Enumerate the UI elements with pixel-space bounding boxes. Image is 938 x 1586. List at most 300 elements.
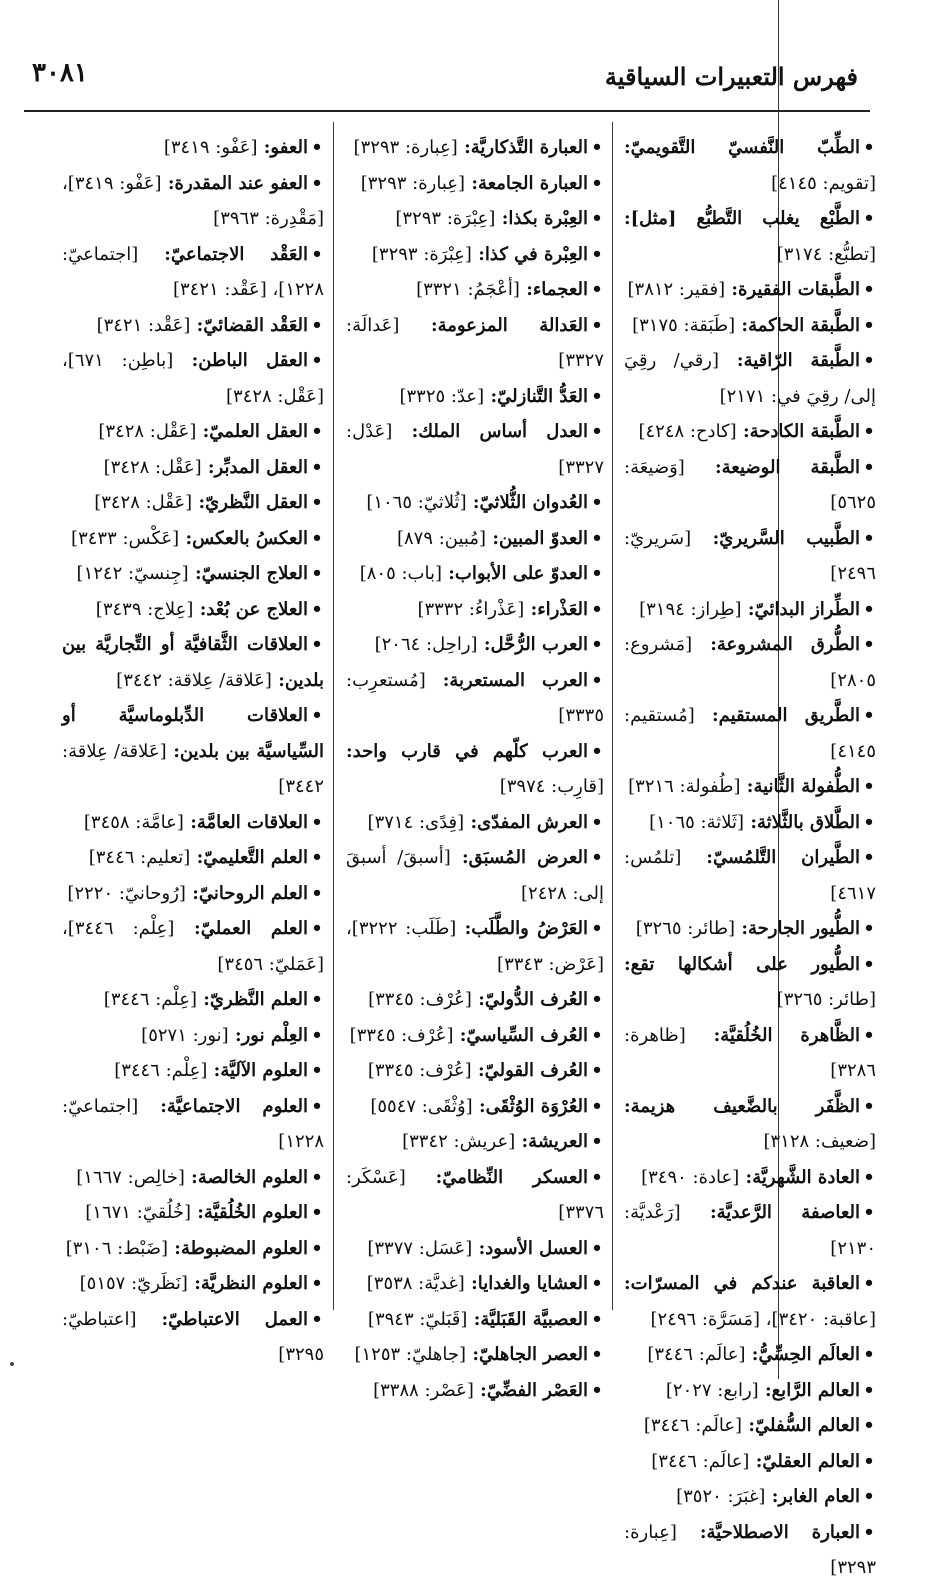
bullet-icon: •: [591, 1344, 603, 1365]
bullet-icon: •: [863, 1344, 875, 1365]
bullet-icon: •: [863, 1095, 875, 1117]
index-entry: [62, 876, 324, 912]
entry-reference: [عِبارة: ٣٢٩٣]: [353, 137, 458, 158]
entry-term: العلاقات العامَّة:: [190, 811, 308, 833]
index-entry: [346, 1266, 604, 1302]
bullet-icon: •: [311, 1095, 323, 1117]
index-entry: [346, 414, 604, 485]
entry-reference: [عِبْرَة: ٣٢٩٣]: [371, 243, 472, 265]
entry-term: العُرف القوليّ:: [477, 1060, 588, 1081]
index-entry: [624, 450, 876, 521]
index-entry: [346, 1089, 604, 1125]
entry-term: العام الغابر:: [771, 1486, 860, 1507]
entry-term: العلوم الخُلُقيَّة:: [197, 1202, 308, 1223]
bullet-icon: •: [311, 350, 323, 371]
index-entry: [624, 627, 876, 698]
entry-reference: [عَقْل: ٣٤٢٨]: [94, 492, 193, 513]
bullet-icon: •: [311, 172, 323, 194]
entry-term: العلوم المضبوطة:: [174, 1237, 308, 1259]
entry-reference: [عَقْل: ٣٤٢٨]: [98, 421, 197, 442]
entry-term: العشايا والغدايا:: [471, 1273, 588, 1294]
index-entry: [346, 1053, 604, 1089]
entry-reference: [عِلْم: ٣٤٤٦]: [114, 1060, 208, 1081]
index-entry: [624, 805, 876, 841]
entry-term: العبارة الجامعة:: [471, 172, 588, 194]
bullet-icon: •: [863, 598, 875, 620]
entry-reference: [جاهليّ: ١٢٥٣]: [354, 1344, 467, 1365]
entry-term: العقل الباطن:: [191, 350, 308, 371]
entry-term: العُرْوَة الوُثْقَى:: [478, 1095, 588, 1117]
bullet-icon: •: [863, 776, 875, 797]
entry-reference: [تعليم: ٣٤٤٦]: [88, 847, 191, 868]
index-entry: [346, 1160, 604, 1231]
entry-term: الطَّبيب السَّريريّ:: [712, 527, 860, 549]
entry-term: العجماء:: [526, 279, 588, 300]
entry-term: العَدُّ التَّنازليّ:: [490, 385, 588, 407]
entry-term: الطَّبقات الفقيرة:: [731, 279, 860, 300]
entry-reference: [عَكْس: ٣٤٣٣]: [71, 527, 180, 549]
entry-reference: [ضَبْط: ٣١٠٦]: [65, 1237, 169, 1259]
entry-term: العرش المفدّى:: [470, 811, 588, 833]
index-entry: [624, 1515, 876, 1586]
index-entry: [62, 1089, 324, 1160]
bullet-icon: •: [311, 811, 323, 833]
entry-term: العلوم الاجتماعيَّة:: [160, 1095, 308, 1117]
entry-term: العكسُ بالعكس:: [185, 527, 308, 549]
index-entry: [624, 201, 876, 272]
index-entry: [62, 166, 324, 237]
entry-reference: [عِلْم: ٣٤٤٦]: [103, 989, 197, 1010]
entry-reference: [عالَم: ٣٤٤٦]: [643, 1415, 743, 1436]
entry-reference: [تطبُّع: ٣١٧٤]: [776, 243, 876, 265]
bullet-icon: •: [863, 634, 875, 655]
entry-term: العالم العقليّ:: [755, 1450, 860, 1472]
bullet-icon: •: [863, 527, 875, 549]
index-entry: [62, 1195, 324, 1231]
bullet-icon: •: [591, 1379, 603, 1401]
bullet-icon: •: [311, 243, 323, 265]
index-entry: [346, 627, 604, 663]
bullet-icon: •: [591, 1273, 603, 1294]
entry-reference: [باب: ٨٠٥]: [359, 563, 442, 584]
bullet-icon: •: [311, 989, 323, 1010]
entry-term: العِبْرة في كذا:: [478, 243, 588, 265]
index-entry: [62, 1160, 324, 1196]
entry-term: العاصفة الرَّعديَّة:: [710, 1202, 860, 1223]
index-column-left: [62, 130, 324, 1373]
bullet-icon: •: [311, 1273, 323, 1294]
entry-reference: [وُثْقَى: ٥٥٤٧]: [370, 1095, 473, 1117]
index-entry: [346, 1302, 604, 1338]
header-rule: [24, 110, 870, 112]
entry-term: العرض المُسبَق:: [461, 847, 588, 868]
entry-term: الطِّراز البدائيّ:: [747, 598, 860, 620]
index-entry: [624, 1266, 876, 1337]
index-entry: [624, 1373, 876, 1409]
bullet-icon: •: [591, 669, 603, 691]
index-entry: [346, 1337, 604, 1373]
index-entry: [62, 343, 324, 414]
index-entry: [62, 237, 324, 308]
entry-reference: [عَقْد: ٣٤٢١]: [96, 314, 191, 336]
entry-reference: [طائر: ٣٢٦٥]: [776, 989, 876, 1010]
index-entry: [624, 1089, 876, 1160]
entry-reference: [عُرْف: ٣٣٤٥]: [368, 989, 472, 1010]
bullet-icon: •: [863, 137, 875, 158]
entry-reference: [مُستعرِب: ٣٣٣٥]: [346, 669, 604, 726]
bullet-icon: •: [311, 598, 323, 620]
bullet-icon: •: [311, 918, 323, 939]
index-entry: [62, 840, 324, 876]
index-entry: [62, 521, 324, 557]
bullet-icon: •: [591, 634, 603, 655]
entry-term: العرب المستعربة:: [442, 669, 588, 691]
bullet-icon: •: [311, 882, 323, 904]
bullet-icon: •: [863, 279, 875, 300]
index-entry: [62, 698, 324, 805]
index-entry: [624, 698, 876, 769]
index-entry: [346, 308, 604, 379]
bullet-icon: •: [863, 1379, 875, 1401]
bullet-icon: •: [591, 1024, 603, 1046]
entry-reference: [عادة: ٣٤٩٠]: [641, 1166, 740, 1188]
entry-reference: [عدّ: ٣٣٢٥]: [399, 385, 485, 407]
entry-reference: [عالَم: ٣٤٤٦]: [647, 1344, 746, 1365]
bullet-icon: •: [591, 989, 603, 1010]
index-entry: [346, 272, 604, 308]
bullet-icon: •: [591, 918, 603, 939]
entry-reference: [فِدًى: ٣٧١٤]: [367, 811, 465, 833]
entry-reference: [طَلَب: ٣٢٢٢]، [عَرْض: ٣٣٤٣]: [346, 918, 604, 975]
entry-term: العفو عند المقدرة:: [167, 172, 308, 194]
entry-reference: [رقي/ رقِيَ إلى/ رقِيَ في: ٢١٧١]: [624, 350, 876, 407]
entry-reference: [عَلاقة/ عِلاقة: ٣٤٤٢]: [116, 669, 272, 691]
bullet-icon: •: [591, 1308, 603, 1330]
bullet-icon: •: [591, 1237, 603, 1259]
index-entry: [624, 130, 876, 201]
index-entry: [346, 840, 604, 911]
entry-reference: [عامَّة: ٣٤٥٨]: [83, 811, 184, 833]
index-entry: [346, 911, 604, 982]
index-entry: [346, 1018, 604, 1054]
entry-reference: [طَبَقة: ٣١٧٥]: [632, 314, 736, 336]
bullet-icon: •: [311, 314, 323, 336]
index-entry: [62, 1231, 324, 1267]
index-entry: [346, 379, 604, 415]
entry-term: العلم العمليّ:: [194, 918, 308, 939]
index-entry: [624, 592, 876, 628]
entry-term: العمل الاعتباطيّ:: [161, 1308, 308, 1330]
entry-reference: [نَظَريّ: ٥١٥٧]: [79, 1273, 188, 1294]
index-entry: [624, 1018, 876, 1089]
entry-term: العقل النَّظريّ:: [198, 492, 308, 513]
bullet-icon: •: [591, 527, 603, 549]
entry-reference: [ثُلاثيّ: ١٠٦٥]: [366, 492, 467, 513]
entry-reference: [عَقْل: ٣٤٢٨]: [103, 456, 202, 478]
index-entry: [624, 1479, 876, 1515]
index-entry: [62, 592, 324, 628]
bullet-icon: •: [311, 1237, 323, 1259]
entry-term: الطَّلاق بالثَّلاثة:: [750, 811, 860, 833]
entry-reference: [عَدالَة: ٣٣٢٧]: [346, 314, 604, 371]
index-entry: [346, 237, 604, 273]
entry-reference: [فقير: ٣٨١٢]: [627, 279, 726, 300]
entry-reference: [خُلُقيّ: ١٦٧١]: [85, 1202, 191, 1223]
entry-term: العلوم الآليَّة:: [213, 1060, 308, 1081]
bullet-icon: •: [863, 1486, 875, 1507]
entry-term: العُدوان الثُّلاثيّ:: [472, 492, 588, 513]
bullet-icon: •: [311, 1060, 323, 1081]
index-entry: [624, 1337, 876, 1373]
index-entry: [62, 130, 324, 166]
entry-term: العسكر النِّظاميّ:: [435, 1166, 588, 1188]
entry-term: العصبيَّة القَبَليَّة:: [473, 1308, 588, 1330]
index-entry: [346, 982, 604, 1018]
entry-term: العقل العلميّ:: [202, 421, 308, 442]
index-entry: [62, 414, 324, 450]
entry-term: العالَم الحِسِّيُّ:: [751, 1344, 860, 1365]
entry-reference: [قَبَليّ: ٣٩٤٣]: [367, 1308, 468, 1330]
entry-term: العَرْضُ والطَّلَب:: [464, 918, 588, 939]
entry-reference: [جِنسيّ: ١٢٤٢]: [76, 563, 189, 584]
bullet-icon: •: [311, 527, 323, 549]
running-header-title: فهرس التعبيرات السياقية: [604, 62, 858, 91]
entry-reference: [باطِن: ٦٧١]، [عَقْل: ٣٤٢٨]: [62, 350, 324, 407]
entry-reference: [طائر: ٣٢٦٥]: [635, 918, 736, 939]
index-entry: [62, 1053, 324, 1089]
bullet-icon: •: [591, 740, 603, 762]
entry-reference: [عُرْف: ٣٣٤٥]: [367, 1060, 472, 1081]
bullet-icon: •: [591, 1131, 603, 1152]
entry-term: العالم الرَّابع:: [764, 1379, 860, 1401]
entry-term: العُرف الدُّوليّ:: [478, 989, 588, 1010]
entry-reference: [عَدْل: ٣٣٢٧]: [346, 421, 604, 478]
index-entry: [624, 308, 876, 344]
entry-term: العسل الأسود:: [478, 1237, 588, 1259]
bullet-icon: •: [863, 1024, 875, 1046]
bullet-icon: •: [591, 1166, 603, 1188]
index-entry: [624, 947, 876, 1018]
entry-reference: [كادح: ٤٢٤٨]: [638, 421, 737, 442]
column-divider-right: [612, 122, 613, 1310]
entry-reference: [رُوحانيّ: ٢٢٢٠]: [67, 882, 186, 904]
entry-reference: [عَلاقة/ عِلاقة: ٣٤٤٢]: [62, 740, 324, 797]
index-entry: [62, 911, 324, 982]
entry-term: العلاج الجنسيّ:: [194, 563, 308, 584]
bullet-icon: •: [591, 811, 603, 833]
entry-term: العصر الجاهليّ:: [472, 1344, 588, 1365]
entry-term: العَذْراء:: [530, 598, 588, 620]
entry-reference: [نور: ٥٢٧١]: [141, 1024, 229, 1046]
bullet-icon: •: [863, 421, 875, 442]
entry-term: العُرف السِّياسيّ:: [459, 1024, 588, 1046]
bullet-icon: •: [311, 1308, 323, 1330]
entry-term: العَصْر الفضِّيّ:: [480, 1379, 588, 1401]
entry-term: الطُّفولة الثَّانية:: [746, 776, 860, 797]
entry-term: العلاقات الثَّقافيَّة أو التِّجاريَّة بين بلدين:: [62, 634, 324, 691]
index-entry: [62, 627, 324, 698]
entry-reference: [عِلاج: ٣٤٣٩]: [95, 598, 194, 620]
index-entry: [62, 1018, 324, 1054]
entry-term: الطِّبّ النَّفسيّ التَّقويميّ:: [624, 137, 860, 158]
entry-reference: [طِراز: ٣١٩٤]: [639, 598, 742, 620]
entry-term: العلاقات الدِّبلوماسيَّة أو السِّياسيَّة بين بلدين:: [62, 705, 324, 762]
bullet-icon: •: [591, 243, 603, 265]
page-number: ٣٠٨١: [32, 58, 88, 88]
entry-term: الظَّاهرة الخُلُقيَّة:: [713, 1024, 860, 1046]
index-entry: [346, 1231, 604, 1267]
entry-reference: [أسبقَ/ أسبقَ إلى: ٢٤٢٨]: [346, 847, 604, 904]
entry-reference: [مُبين: ٨٧٩]: [396, 527, 487, 549]
bullet-icon: •: [863, 1166, 875, 1188]
bullet-icon: •: [863, 1450, 875, 1472]
entry-reference: [ظاهرة: ٣٢٨٦]: [624, 1024, 876, 1081]
index-entry: [62, 1302, 324, 1373]
entry-term: العقل المدبِّر:: [207, 456, 308, 478]
bullet-icon: •: [311, 563, 323, 584]
entry-reference: [عِبارة: ٣٢٩٣]: [360, 172, 466, 194]
bullet-icon: •: [863, 1415, 875, 1436]
entry-reference: [مُستقيم: ٤١٤٥]: [624, 705, 876, 762]
column-divider-left: [333, 122, 334, 1310]
bullet-icon: •: [863, 1273, 875, 1294]
entry-term: العبارة التَّذكاريَّة:: [464, 137, 588, 158]
bullet-icon: •: [863, 847, 875, 868]
entry-reference: [عِبْرَة: ٣٢٩٣]: [395, 208, 496, 229]
bullet-icon: •: [311, 137, 323, 158]
bullet-icon: •: [591, 563, 603, 584]
entry-term: العريشة:: [521, 1131, 588, 1152]
entry-reference: [عريش: ٣٣٤٢]: [402, 1131, 516, 1152]
bullet-icon: •: [863, 456, 875, 478]
entry-reference: [عِبارة: ٣٢٩٣]: [624, 1521, 876, 1578]
bullet-icon: •: [591, 421, 603, 442]
index-entry: [346, 734, 604, 805]
entry-term: العلم التَّعليميّ:: [196, 847, 308, 868]
entry-term: العلم النَّظريّ:: [203, 989, 308, 1010]
entry-reference: [عاقبة: ٣٤٢٠]، [مَسَرَّة: ٢٤٩٦]: [650, 1308, 876, 1330]
index-entry: [346, 805, 604, 841]
entry-term: الطُّيور الجارحة:: [741, 918, 860, 939]
entry-reference: [ثَلاثة: ١٠٦٥]: [649, 811, 745, 833]
entry-term: الطَّبقة الرّاقية:: [736, 350, 860, 371]
entry-term: العرب كلّهم في قارب واحد:: [346, 740, 588, 762]
bullet-icon: •: [863, 1202, 875, 1223]
bullet-icon: •: [311, 1166, 323, 1188]
entry-term: العبارة الاصطلاحيَّة:: [699, 1521, 860, 1543]
entry-reference: [عَذْراءُ: ٣٣٣٢]: [417, 598, 525, 620]
entry-term: الطَّبقة الكادحة:: [742, 421, 860, 442]
index-entry: [62, 308, 324, 344]
index-entry: [346, 556, 604, 592]
bullet-icon: •: [591, 172, 603, 194]
entry-reference: [غبَرَ: ٣٥٢٠]: [676, 1486, 766, 1507]
entry-reference: [تلمُس: ٤٦١٧]: [624, 847, 876, 904]
index-entry: [624, 521, 876, 592]
index-entry: [624, 414, 876, 450]
entry-term: العالم السُّفليّ:: [748, 1415, 860, 1436]
bullet-icon: •: [311, 492, 323, 513]
entry-reference: [طُفولة: ٣٢١٦]: [628, 776, 741, 797]
entry-term: الظَّفَر بالضَّعيف هزيمة:: [624, 1095, 860, 1117]
entry-term: العاقبة عندكم في المسرّات:: [624, 1273, 860, 1294]
entry-term: العَدالة المزعومة:: [430, 314, 588, 336]
index-entry: [624, 1160, 876, 1196]
entry-reference: [عِلْم: ٣٤٤٦]، [عَمَليّ: ٣٤٥٦]: [62, 918, 324, 975]
entry-term: الطَّبقة الحاكمة:: [741, 314, 860, 336]
index-entry: [624, 769, 876, 805]
index-entry: [346, 1124, 604, 1160]
index-entry: [624, 1444, 876, 1480]
entry-reference: [خالِص: ١٦٦٧]: [76, 1166, 185, 1188]
bullet-icon: •: [311, 421, 323, 442]
index-entry: [62, 805, 324, 841]
entry-term: العلوم النظريَّة:: [194, 1273, 308, 1294]
entry-reference: [عَفْو: ٣٤١٩]: [163, 137, 258, 158]
entry-reference: [عَسَل: ٣٣٧٧]: [367, 1237, 473, 1259]
entry-term: العِلْم نور:: [234, 1024, 308, 1046]
bullet-icon: •: [591, 314, 603, 336]
bullet-icon: •: [311, 1024, 323, 1046]
entry-reference: [أعْجَمُ: ٣٣٢١]: [416, 279, 520, 300]
bullet-icon: •: [863, 918, 875, 939]
index-entry: [346, 663, 604, 734]
entry-reference: [رَعْديَّة: ٢١٣٠]: [624, 1202, 876, 1259]
entry-term: العِبْرة بكذا:: [501, 208, 588, 229]
index-entry: [62, 1266, 324, 1302]
index-column-right: [624, 130, 876, 1586]
entry-reference: [اجتماعيّ: ١٢٢٨]: [62, 1095, 324, 1152]
entry-reference: [سَريريّ: ٢٤٩٦]: [624, 527, 876, 584]
entry-reference: [عُرْف: ٣٣٤٥]: [349, 1024, 454, 1046]
entry-term: الطَّريق المستقيم:: [712, 705, 860, 726]
bullet-icon: •: [311, 705, 323, 726]
bullet-icon: •: [591, 1060, 603, 1081]
bullet-icon: •: [863, 953, 875, 975]
entry-reference: [ضعيف: ٣١٢٨]: [763, 1131, 876, 1152]
entry-term: الطَّبْع يغلب التَّطبُّع [مثل]:: [624, 208, 860, 229]
entry-term: العلم الروحانيّ:: [192, 882, 308, 904]
bullet-icon: •: [591, 847, 603, 868]
index-entry: [346, 130, 604, 166]
bullet-icon: •: [591, 1095, 603, 1117]
index-entry: [346, 521, 604, 557]
entry-reference: [قارِب: ٣٩٧٤]: [499, 776, 604, 797]
bullet-icon: •: [591, 492, 603, 513]
bullet-icon: •: [863, 314, 875, 336]
entry-term: العفو:: [263, 137, 308, 158]
entry-term: الطَّيران التَّلمُسيّ:: [706, 847, 860, 868]
entry-reference: [غديَّة: ٣٥٣٨]: [366, 1273, 465, 1294]
entry-reference: [اجتماعيّ: ١٢٢٨]، [عَقْد: ٣٤٢١]: [62, 243, 324, 300]
entry-reference: [عَفْو: ٣٤١٩]، [مَقْدِرة: ٣٩٦٣]: [62, 172, 324, 229]
bullet-icon: •: [311, 634, 323, 655]
bullet-icon: •: [863, 811, 875, 833]
entry-reference: [راحِل: ٢٠٦٤]: [374, 634, 478, 655]
entry-term: العلوم الخالصة:: [191, 1166, 308, 1188]
bullet-icon: •: [863, 208, 875, 229]
index-entry: [624, 911, 876, 947]
entry-reference: [مَشروع: ٢٨٠٥]: [624, 634, 876, 691]
bullet-icon: •: [863, 1521, 875, 1543]
index-entry: [346, 485, 604, 521]
index-entry: [624, 343, 876, 414]
entry-term: العَقْد الاجتماعيّ:: [164, 243, 308, 265]
index-entry: [62, 556, 324, 592]
index-entry: [346, 592, 604, 628]
entry-term: الطَّبقة الوضيعة:: [714, 456, 860, 478]
index-entry: [624, 272, 876, 308]
